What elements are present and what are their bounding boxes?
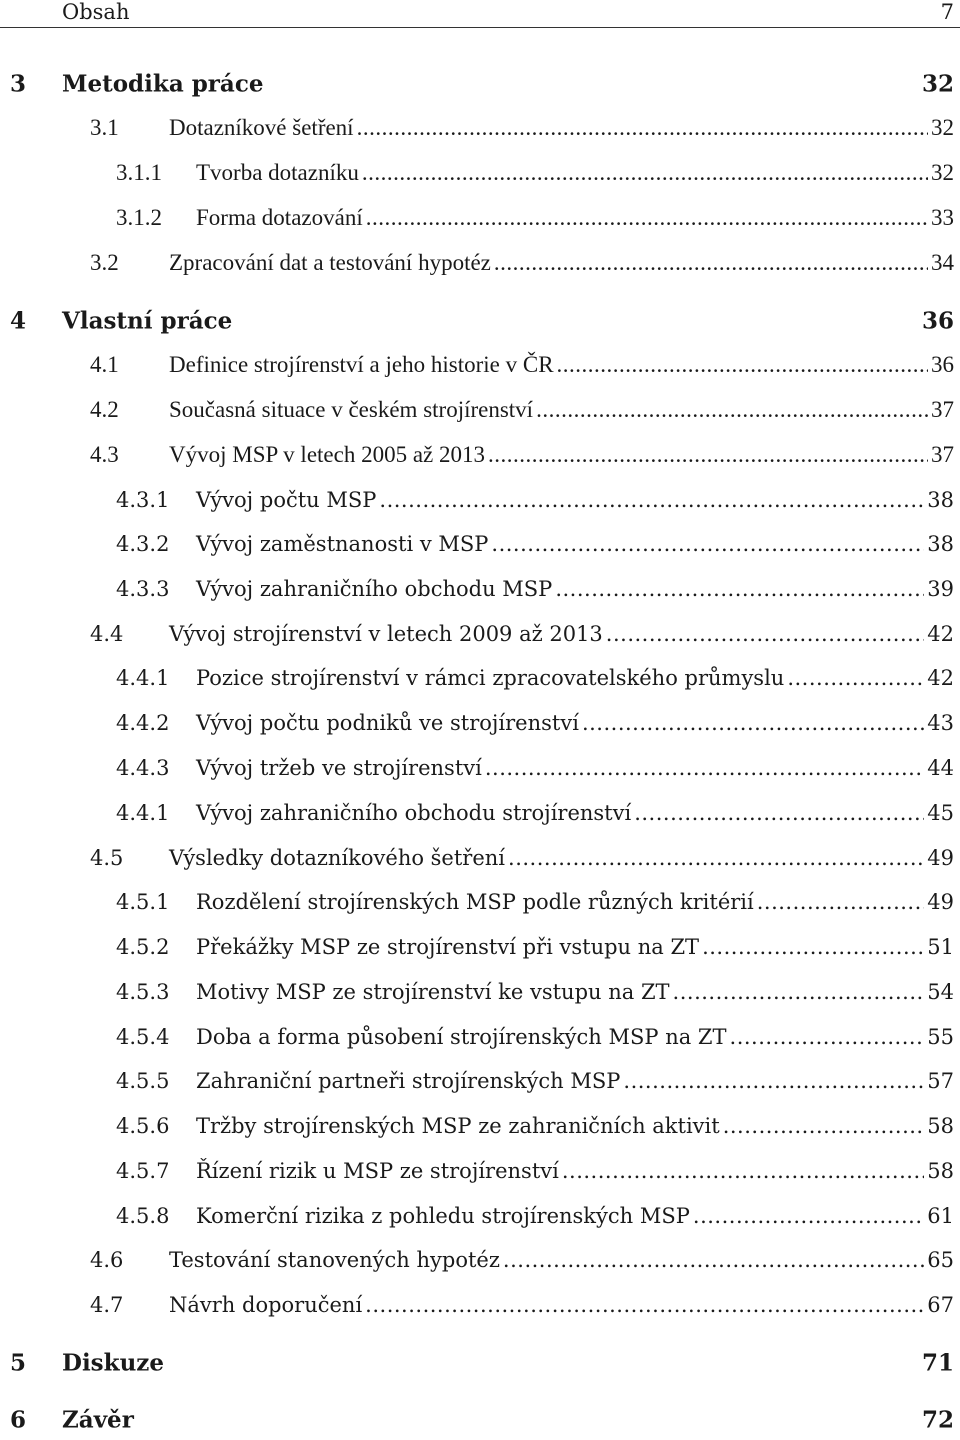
toc-entry-number: 4.3 xyxy=(90,442,119,467)
toc-entry-line xyxy=(169,250,954,276)
toc-entry-page: 45 xyxy=(927,801,954,825)
toc-entry-line xyxy=(196,1204,954,1228)
toc-entry[interactable] xyxy=(0,972,960,1012)
toc-entry-page: 49 xyxy=(927,846,954,870)
toc-entry-number: 4.4.2 xyxy=(116,711,170,735)
toc-entry-line xyxy=(196,935,954,959)
toc-entry-title: Pozice strojírenství v rámci zpracovatelského průmyslu xyxy=(196,666,785,690)
dot-leader xyxy=(702,935,924,959)
toc-entry[interactable] xyxy=(0,1151,960,1191)
toc-entry[interactable] xyxy=(0,1285,960,1325)
toc-entry[interactable] xyxy=(0,1017,960,1057)
toc-entry-number: 3.2 xyxy=(90,250,119,275)
toc-entry[interactable] xyxy=(0,524,960,564)
toc-entry-line xyxy=(62,71,954,98)
toc-chapter-entry[interactable] xyxy=(0,1343,960,1383)
dot-leader xyxy=(494,250,928,276)
dot-leader xyxy=(557,352,928,378)
toc-entry[interactable] xyxy=(0,480,960,520)
dot-leader xyxy=(723,1114,925,1138)
toc-entry-page: 71 xyxy=(921,1349,954,1377)
toc-entry-line xyxy=(169,846,954,870)
dot-leader xyxy=(485,756,924,780)
toc-entry-number: 4.5.2 xyxy=(116,935,170,959)
toc-entry-line xyxy=(196,1159,954,1183)
toc-entry-title: Definice strojírenství a jeho historie v ČR xyxy=(169,352,554,377)
dot-leader xyxy=(730,1025,925,1049)
toc-entry[interactable] xyxy=(0,658,960,698)
toc-entry-page: 58 xyxy=(927,1159,954,1183)
toc-entry-line xyxy=(196,205,954,231)
toc-entry-line xyxy=(62,308,954,335)
dot-leader xyxy=(503,1248,924,1272)
toc-entry-number: 4.4.1 xyxy=(116,801,170,825)
toc-entry-number: 4.2 xyxy=(90,397,119,422)
toc-entry-number: 3 xyxy=(10,70,27,98)
toc-entry[interactable] xyxy=(0,793,960,833)
toc-entry-title: Tržby strojírenských MSP ze zahraničních aktivit xyxy=(196,1114,720,1138)
toc-entry-line xyxy=(196,711,954,735)
toc-entry-title: Metodika práce xyxy=(62,70,264,98)
dot-leader xyxy=(536,397,928,423)
toc-entry-line xyxy=(196,1069,954,1093)
toc-entry[interactable] xyxy=(0,345,960,385)
dot-leader xyxy=(488,442,928,468)
running-header xyxy=(0,0,960,28)
toc-entry[interactable] xyxy=(0,1196,960,1236)
dot-leader xyxy=(379,488,924,512)
toc-entry-line xyxy=(169,352,954,378)
toc-entry[interactable] xyxy=(0,927,960,967)
toc-entry-page: 61 xyxy=(927,1204,954,1228)
toc-entry-title: Motivy MSP ze strojírenství ke vstupu na ZT xyxy=(196,980,670,1004)
toc-entry-title: Testování stanovených hypotéz xyxy=(169,1248,500,1272)
toc-entry[interactable] xyxy=(0,569,960,609)
toc-entry-title: Překážky MSP ze strojírenství při vstupu na ZT xyxy=(196,935,700,959)
dot-leader xyxy=(555,577,924,601)
toc-entry[interactable] xyxy=(0,1106,960,1146)
toc-entry-title: Návrh doporučení xyxy=(169,1293,363,1317)
toc-entry-number: 4.5 xyxy=(90,846,124,870)
toc-entry-line xyxy=(196,666,954,690)
toc-entry[interactable] xyxy=(0,703,960,743)
header-section-title: Obsah xyxy=(62,0,130,24)
toc-entry-number: 4.5.8 xyxy=(116,1204,170,1228)
dot-leader xyxy=(357,115,928,141)
toc-entry-number: 4.5.4 xyxy=(116,1025,170,1049)
toc-entry-line xyxy=(196,756,954,780)
toc-entry-line xyxy=(196,488,954,512)
toc-entry-title: Vývoj počtu podniků ve strojírenství xyxy=(196,711,579,735)
dot-leader xyxy=(365,1293,924,1317)
toc-entry-page: 43 xyxy=(927,711,954,735)
toc-entry-page: 32 xyxy=(921,70,954,98)
dot-leader xyxy=(491,532,924,556)
toc-entry[interactable] xyxy=(0,108,960,148)
toc-entry-title: Zpracování dat a testování hypotéz xyxy=(169,250,491,275)
toc-entry-page: 72 xyxy=(921,1406,954,1434)
toc-entry-number: 4.4 xyxy=(90,622,124,646)
toc-entry-page: 57 xyxy=(927,1069,954,1093)
toc-entry-number: 4.7 xyxy=(90,1293,124,1317)
toc-entry-line xyxy=(196,160,954,186)
toc-entry-title: Vlastní práce xyxy=(62,307,233,335)
dot-leader xyxy=(366,205,928,231)
toc-entry-line xyxy=(196,1025,954,1049)
toc-entry-page: 33 xyxy=(931,205,954,230)
toc-entry-page: 39 xyxy=(927,577,954,601)
toc-entry-line xyxy=(169,115,954,141)
toc-entry-title: Tvorba dotazníku xyxy=(196,160,359,185)
toc-entry-page: 38 xyxy=(927,488,954,512)
toc-entry-title: Vývoj tržeb ve strojírenství xyxy=(196,756,482,780)
toc-entry-number: 4.5.1 xyxy=(116,890,170,914)
toc-entry-title: Vývoj zaměstnanosti v MSP xyxy=(196,532,489,556)
toc-entry-page: 44 xyxy=(927,756,954,780)
toc-entry-number: 3.1.2 xyxy=(116,205,162,230)
dot-leader xyxy=(362,160,928,186)
toc-entry-number: 4.5.3 xyxy=(116,980,170,1004)
toc-entry-number: 4.3.3 xyxy=(116,577,170,601)
dot-leader xyxy=(673,980,925,1004)
toc-entry[interactable] xyxy=(0,748,960,788)
toc-entry[interactable] xyxy=(0,435,960,475)
toc-chapter-entry[interactable] xyxy=(0,64,960,104)
toc-entry-page: 34 xyxy=(931,250,954,275)
toc-entry[interactable] xyxy=(0,198,960,238)
toc-entry-page: 42 xyxy=(927,666,954,690)
dot-leader xyxy=(757,890,925,914)
toc-entry-line xyxy=(196,890,954,914)
toc-entry-title: Rozdělení strojírenských MSP podle různých kritérií xyxy=(196,890,754,914)
toc-entry-line xyxy=(169,442,954,468)
toc-entry-line xyxy=(196,532,954,556)
toc-entry-title: Komerční rizika z pohledu strojírenských MSP xyxy=(196,1204,690,1228)
toc-entry-page: 55 xyxy=(927,1025,954,1049)
toc-entry-number: 4.1 xyxy=(90,352,119,377)
toc-entry-number: 4.3.2 xyxy=(116,532,170,556)
toc-entry-number: 4.3.1 xyxy=(116,488,170,512)
toc-entry-line xyxy=(196,801,954,825)
toc-entry-title: Vývoj MSP v letech 2005 až 2013 xyxy=(169,442,486,467)
toc-entry-title: Vývoj zahraničního obchodu MSP xyxy=(196,577,553,601)
toc-entry-line xyxy=(62,1350,954,1377)
toc-entry-page: 38 xyxy=(927,532,954,556)
toc-entry[interactable] xyxy=(0,390,960,430)
toc-entry-title: Vývoj zahraničního obchodu strojírenství xyxy=(196,801,632,825)
toc-entry-page: 32 xyxy=(931,160,954,185)
toc-entry-line xyxy=(62,1407,954,1434)
toc-entry-line xyxy=(169,622,954,646)
toc-entry-page: 54 xyxy=(927,980,954,1004)
toc-entry-title: Dotazníkové šetření xyxy=(169,115,354,140)
dot-leader xyxy=(787,666,924,690)
toc-entry-title: Doba a forma působení strojírenských MSP na ZT xyxy=(196,1025,727,1049)
header-page-number: 7 xyxy=(940,0,954,24)
toc-entry-page: 58 xyxy=(927,1114,954,1138)
toc-entry-title: Řízení rizik u MSP ze strojírenství xyxy=(196,1159,559,1183)
toc-chapter-entry[interactable] xyxy=(0,1400,960,1440)
dot-leader xyxy=(582,711,924,735)
toc-entry-line xyxy=(169,397,954,423)
dot-leader xyxy=(508,846,924,870)
toc-entry-page: 36 xyxy=(921,307,954,335)
toc-entry-title: Vývoj strojírenství v letech 2009 až 2013 xyxy=(169,622,603,646)
toc-entry[interactable] xyxy=(0,838,960,878)
toc-entry-number: 4 xyxy=(10,307,27,335)
toc-entry[interactable] xyxy=(0,243,960,283)
toc-entry-title: Vývoj počtu MSP xyxy=(196,488,377,512)
toc-entry-page: 42 xyxy=(927,622,954,646)
toc-entry-line xyxy=(196,980,954,1004)
toc-entry-title: Diskuze xyxy=(62,1349,164,1377)
toc-entry-number: 4.5.6 xyxy=(116,1114,170,1138)
toc-entry-line xyxy=(169,1248,954,1272)
toc-entry-number: 3.1.1 xyxy=(116,160,162,185)
toc-entry-page: 51 xyxy=(927,935,954,959)
toc-entry-number: 4.4.1 xyxy=(116,666,170,690)
toc-entry[interactable] xyxy=(0,1061,960,1101)
dot-leader xyxy=(634,801,924,825)
toc-entry-page: 49 xyxy=(927,890,954,914)
toc-entry-line xyxy=(196,1114,954,1138)
toc-entry-page: 37 xyxy=(931,442,954,467)
dot-leader xyxy=(562,1159,924,1183)
toc-entry-title: Závěr xyxy=(62,1406,134,1434)
toc-entry-number: 4.4.3 xyxy=(116,756,170,780)
toc-entry-line xyxy=(169,1293,954,1317)
toc-entry-number: 5 xyxy=(10,1349,27,1377)
toc-chapter-entry[interactable] xyxy=(0,301,960,341)
toc-entry-number: 3.1 xyxy=(90,115,119,140)
toc-entry[interactable] xyxy=(0,1240,960,1280)
dot-leader xyxy=(623,1069,924,1093)
toc-entry-number: 6 xyxy=(10,1406,27,1434)
toc-entry-page: 67 xyxy=(927,1293,954,1317)
toc-entry-line xyxy=(196,577,954,601)
toc-entry-page: 65 xyxy=(927,1248,954,1272)
toc-entry[interactable] xyxy=(0,882,960,922)
dot-leader xyxy=(606,622,924,646)
toc-entry-number: 4.5.5 xyxy=(116,1069,170,1093)
toc-entry-title: Zahraniční partneři strojírenských MSP xyxy=(196,1069,621,1093)
toc-entry-number: 4.6 xyxy=(90,1248,124,1272)
dot-leader xyxy=(693,1204,924,1228)
toc-entry-page: 37 xyxy=(931,397,954,422)
toc-entry-title: Forma dotazování xyxy=(196,205,363,230)
toc-entry[interactable] xyxy=(0,153,960,193)
toc-entry-title: Současná situace v českém strojírenství xyxy=(169,397,534,422)
toc-entry-page: 36 xyxy=(931,352,954,377)
toc-entry-title: Výsledky dotazníkového šetření xyxy=(169,846,506,870)
toc-entry-page: 32 xyxy=(931,115,954,140)
toc-entry-number: 4.5.7 xyxy=(116,1159,170,1183)
toc-entry[interactable] xyxy=(0,614,960,654)
